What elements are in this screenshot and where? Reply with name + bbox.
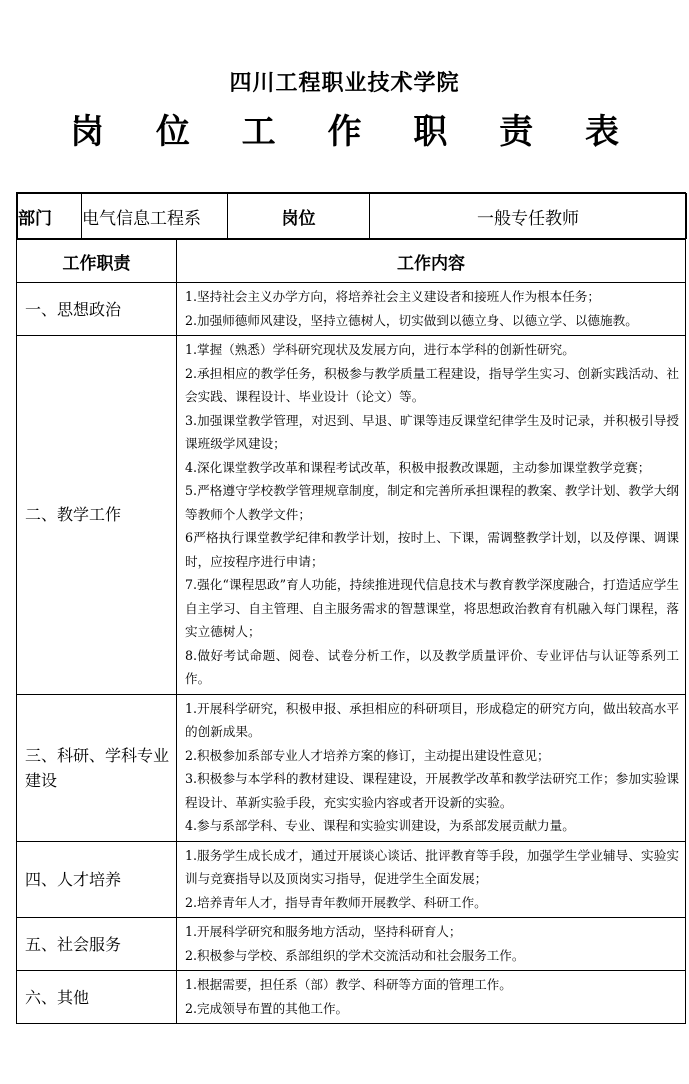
section-row: [17, 694, 686, 841]
column-header-row: [17, 240, 686, 283]
section-row: [17, 841, 686, 918]
section-content: [177, 841, 686, 918]
section-category: 三、科研、学科专业建设: [17, 694, 177, 841]
info-row: [17, 193, 686, 240]
duty-item: 2.积极参与学校、系部组织的学术交流活动和社会服务工作。: [185, 947, 525, 963]
dept-label: 部门: [18, 194, 82, 239]
duty-item: 4.深化课堂教学改革和课程考试改革，积极申报教改课题，主动参加课堂教学竞赛；: [185, 459, 651, 475]
section-category: 五、社会服务: [17, 918, 177, 971]
section-category: 四、人才培养: [17, 841, 177, 918]
section-category: 一、思想政治: [17, 283, 177, 336]
section-row: [17, 283, 686, 336]
post-value: 一般专任教师: [370, 194, 687, 239]
duty-item: 1.开展科学研究，积极申报、承担相应的科研项目，形成稳定的研究方向，做出较高水平的创新成果。: [185, 700, 679, 739]
duty-item: 5.严格遵守学校教学管理规章制度，制定和完善所承担课程的教案、教学计划、教学大纲等教师个人教学文件；: [185, 483, 679, 522]
duty-item: 3.加强课堂教学管理，对迟到、早退、旷课等违反课堂纪律学生及时记录，并积极引导授课班级学风建设；: [185, 412, 679, 451]
dept-value: 电气信息工程系: [82, 194, 228, 239]
document-title: 岗 位 工 作 职 责 表: [69, 112, 640, 152]
duty-item: 3.积极参与本学科的教材建设、课程建设，开展教学改革和教学法研究工作；参加实验课程设计、革新实验手段，充实实验内容或者开设新的实验。: [185, 771, 679, 810]
section-content: [177, 918, 686, 971]
duty-item: 2.完成领导布置的其他工作。: [185, 1000, 349, 1016]
institution-name: 四川工程职业技术学院: [229, 70, 460, 96]
info-table: [17, 193, 687, 239]
section-content: [177, 336, 686, 695]
duty-item: 7.强化“课程思政”育人功能，持续推进现代信息技术与教育教学深度融合，打造适应学生自主学习、自主管理、自主服务需求的智慧课堂，将思想政治教育有机融入每门课程，落实立德树人；: [185, 577, 679, 639]
duty-item: 1.根据需要，担任系（部）教学、科研等方面的管理工作。: [185, 977, 512, 992]
duty-item: 8.做好考试命题、阅卷、试卷分析工作，以及教学质量评价、专业评估与认证等系列工作。: [185, 647, 679, 686]
section-row: [17, 918, 686, 971]
duty-item: 1.服务学生成长成才，通过开展谈心谈话、批评教育等手段，加强学生学业辅导、实验实训与竞赛指导以及顶岗实习指导，促进学生全面发展；: [185, 847, 679, 886]
duty-item: 2.承担相应的教学任务，积极参与教学质量工程建设，指导学生实习、创新实践活动、社会实践、课程设计、毕业设计（论文）等。: [185, 365, 679, 404]
duty-item: 1.开展科学研究和服务地方活动，坚持科研育人；: [185, 924, 462, 939]
column-header-content: 工作内容: [177, 240, 686, 283]
duty-item: 4.参与系部学科、专业、课程和实验实训建设，为系部发展贡献力量。: [185, 818, 575, 833]
section-content: [177, 694, 686, 841]
sections-body: [17, 283, 686, 1024]
section-content: [177, 283, 686, 336]
section-row: [17, 971, 686, 1024]
column-header-duty: 工作职责: [17, 240, 177, 283]
duty-item: 2.加强师德师风建设，坚持立德树人，切实做到以德立身、以德立学、以德施教。: [185, 312, 638, 328]
duty-table: [16, 192, 686, 1024]
post-label: 岗位: [228, 194, 370, 239]
duty-item: 6严格执行课堂教学纪律和教学计划，按时上、下课，需调整教学计划，以及停课、调课时，应按程序进行申请；: [185, 530, 679, 569]
duty-item: 1.掌握（熟悉）学科研究现状及发展方向，进行本学科的创新性研究。: [185, 342, 575, 357]
duty-item: 1.坚持社会主义办学方向，将培养社会主义建设者和接班人作为根本任务；: [185, 289, 601, 304]
duty-item: 2.积极参加系部专业人才培养方案的修订，主动提出建设性意见；: [185, 747, 550, 763]
section-category: 六、其他: [17, 971, 177, 1024]
section-category: 二、教学工作: [17, 336, 177, 695]
section-content: [177, 971, 686, 1024]
duty-item: 2.培养青年人才，指导青年教师开展教学、科研工作。: [185, 894, 487, 910]
section-row: [17, 336, 686, 695]
